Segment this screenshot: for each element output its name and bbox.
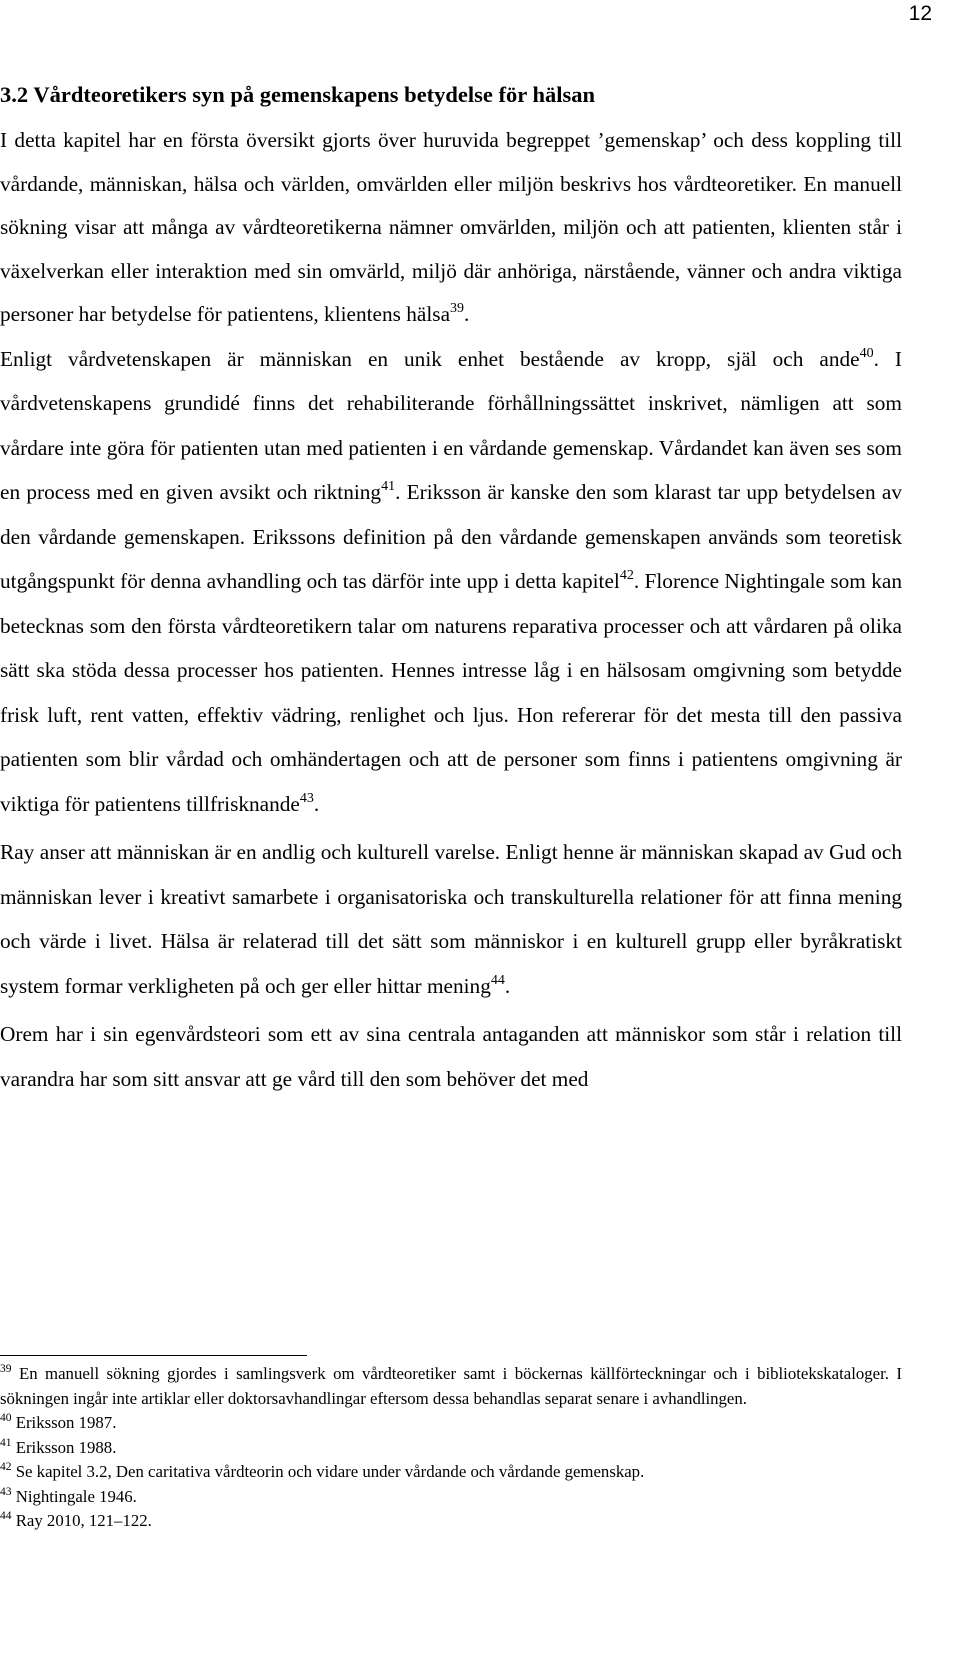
paragraph-text: . Florence Nightingale som kan betecknas som den första vårdteoretikern talar om naturens reparativa processer och att vårdaren på olika sätt ska stöda dessa processer hos patienten. Hennes intresse låg i en hälsosam omgivning som betydde frisk luft, rent vatten, effektiv vädring, renlighet och ljus. Hon refererar för det mesta till den passiva patienten som blir vårdad och omhändertagen och att de personer som finns i patientens omgivning är viktiga för patientens tillfrisknande bbox=[0, 569, 902, 816]
footnote-text: Eriksson 1988. bbox=[11, 1437, 117, 1457]
footnote-reference-39[interactable]: 39 bbox=[450, 301, 465, 316]
footnote-number: 40 bbox=[0, 1412, 12, 1424]
footnote-reference-43[interactable]: 43 bbox=[299, 790, 314, 806]
page-number: 12 bbox=[908, 2, 932, 25]
footnote-reference-40[interactable]: 40 bbox=[859, 345, 874, 361]
footnote-number: 43 bbox=[0, 1485, 12, 1498]
footnote-43 bbox=[0, 1485, 902, 1510]
footnote-number: 41 bbox=[0, 1436, 12, 1449]
footnote-text: En manuell sökning gjordes i samlingsverk om vårdteoretiker samt i böckernas källförteckningar och i bibliotekskataloger. I sökningen ingår inte artiklar eller doktorsavhandlingar eftersom dessa behandlas separat senare i avhandlingen. bbox=[0, 1364, 902, 1408]
footnote-reference-42[interactable]: 42 bbox=[619, 568, 634, 583]
paragraph-ray bbox=[0, 830, 902, 1008]
paragraph-text: . bbox=[313, 791, 320, 816]
paragraph-text: Ray anser att människan är en andlig och kulturell varelse. Enligt henne är människan skapad av Gud och människan lever i kreativt samarbete i organisatoriska och transkulturella relationer för att finna mening och värde i livet. Hälsa är relaterad till det sätt som människor i en kulturell grupp eller byråkratiskt system formar verkligheten på och ger eller hittar mening bbox=[0, 840, 902, 998]
paragraph-text: . I vårdvetenskapens grundidé finns det rehabiliterande förhållningssättet inskrivet, nämligen att som vårdare inte göra för patienten utan med patienten i en vårdande gemenskap. Vårdandet kan även ses som en process med en given avsikt och riktning bbox=[0, 346, 902, 504]
footnote-number: 39 bbox=[0, 1363, 12, 1375]
paragraph-text: Enligt vårdvetenskapen är människan en unik enhet bestående av kropp, själ och ande bbox=[0, 346, 860, 371]
footnote-text: Se kapitel 3.2, Den caritativa vårdteorin och vidare under vårdande och vårdande gemenskap. bbox=[11, 1462, 645, 1481]
paragraph-intro bbox=[0, 119, 902, 337]
footnote-42 bbox=[0, 1460, 902, 1485]
paragraph-text: . bbox=[464, 302, 470, 326]
paragraph-text: Orem har i sin egenvårdsteori som ett av sina centrala antaganden att människor som står i relation till varandra har som sitt ansvar att ge vård till den som behöver det med bbox=[0, 1022, 902, 1091]
footnote-41 bbox=[0, 1436, 902, 1461]
footnote-text: Eriksson 1987. bbox=[11, 1413, 117, 1432]
footnote-40 bbox=[0, 1411, 902, 1436]
footnote-reference-41[interactable]: 41 bbox=[381, 479, 396, 494]
main-content bbox=[0, 80, 902, 1101]
footnote-39 bbox=[0, 1362, 902, 1411]
footnote-number: 42 bbox=[0, 1461, 12, 1473]
paragraph-text: . Eriksson är kanske den som klarast tar upp betydelsen av den vårdande gemenskapen. Erikssons definition på den vårdande gemenskapen används som teoretisk utgångspunkt för denna avhandling och tas därför inte upp i detta kapitel bbox=[0, 480, 902, 593]
paragraph-text: . bbox=[504, 973, 511, 998]
footnote-reference-44[interactable]: 44 bbox=[490, 972, 505, 988]
paragraph-caring-science bbox=[0, 337, 902, 827]
footnote-number: 44 bbox=[0, 1510, 12, 1522]
footnotes-section bbox=[0, 1355, 902, 1534]
paragraph-orem bbox=[0, 1012, 902, 1101]
footnote-divider bbox=[0, 1355, 307, 1356]
paragraph-text: I detta kapitel har en första översikt gjorts över huruvida begreppet ’gemenskap’ och dess koppling till vårdande, människan, hälsa och världen, omvärlden eller miljön beskrivs hos vårdteoretiker. En manuell sökning visar att många av vårdteoretikerna nämner omvärlden, miljön och att patienten, klienten står i växelverkan eller interaktion med sin omvärld, miljö där anhöriga, närstående, vänner och andra viktiga personer har betydelse för patientens, klientens hälsa bbox=[0, 128, 902, 326]
footnote-text: Nightingale 1946. bbox=[11, 1486, 137, 1506]
footnote-44 bbox=[0, 1509, 902, 1534]
section-heading: 3.2 Vårdteoretikers syn på gemenskapens betydelse för hälsan bbox=[0, 82, 596, 107]
footnote-text: Ray 2010, 121–122. bbox=[11, 1511, 152, 1530]
